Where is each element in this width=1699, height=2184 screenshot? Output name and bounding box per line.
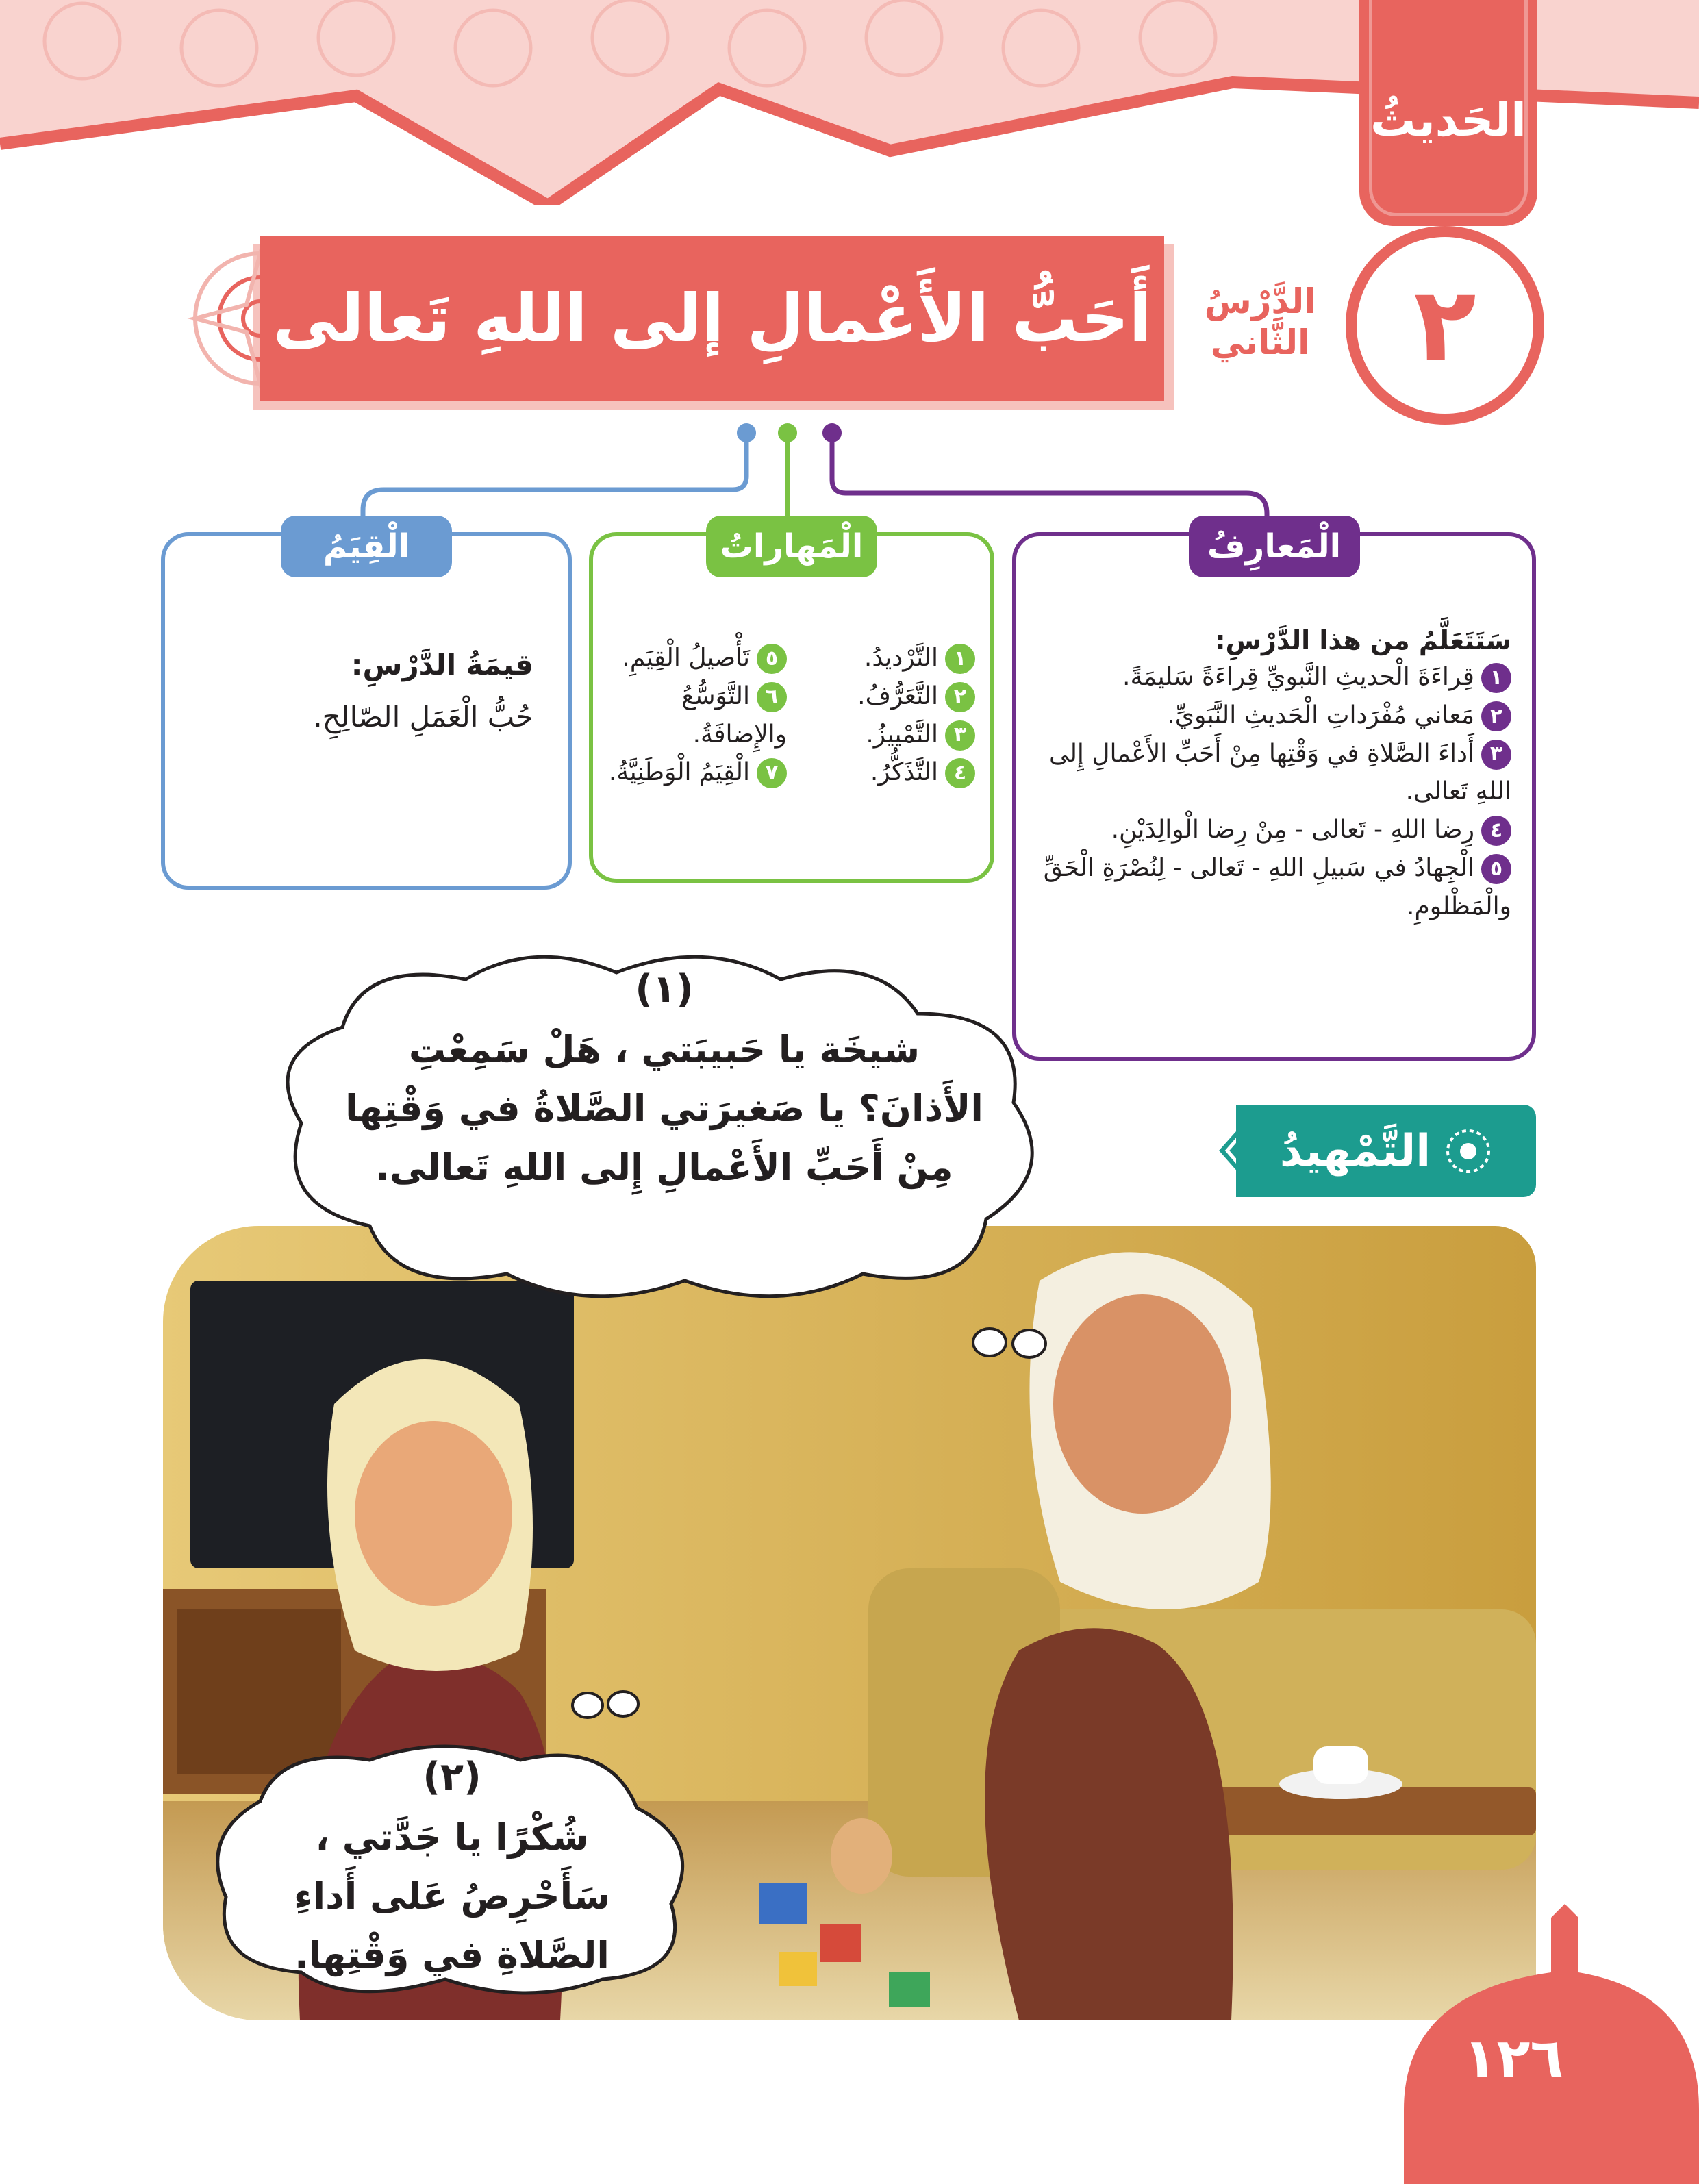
values-text: حُبُّ الْعَمَلِ الصّالِحِ. <box>313 699 533 733</box>
bubble-2-number: (٢) <box>423 1755 481 1799</box>
item-number-badge: ٣ <box>945 720 975 751</box>
bubble-2-text: شُكْرًا يا جَدَّتي ، سَأَحْرِصُ عَلى أَداءِ الصَّلاةِ في وَقْتِها. <box>293 1815 611 1977</box>
knowledge-list <box>1037 658 1511 926</box>
list-item <box>603 753 787 792</box>
list-item <box>801 677 975 716</box>
lesson-number-badge <box>1346 226 1544 425</box>
list-item <box>1037 811 1511 849</box>
intro-tab <box>1236 1105 1536 1197</box>
values-tab: الْقِيَمُ <box>281 516 452 577</box>
item-text: الْجِهادُ في سَبيلِ اللهِ - تَعالى - لِنُصْرَةِ الْحَقِّ والْمَظْلومِ. <box>1043 853 1511 920</box>
knowledge-box <box>1012 527 1536 1061</box>
lesson-title-bar <box>260 236 1164 401</box>
item-number-badge: ٥ <box>757 644 787 674</box>
item-number-badge: ١ <box>1481 663 1511 693</box>
list-item <box>1037 658 1511 696</box>
item-number-badge: ٤ <box>945 758 975 788</box>
thought-dots-1 <box>969 1322 1051 1363</box>
intro-label: التَّمْهيدُ <box>1279 1125 1431 1177</box>
item-text: التَّمْييزُ. <box>866 720 938 749</box>
values-heading: قيمَةُ الدَّرْسِ: <box>351 648 533 681</box>
skills-list-col2 <box>603 639 787 792</box>
lesson-label <box>1157 240 1363 404</box>
item-text: رِضا اللهِ - تَعالى - مِنْ رِضا الْوالِدَيْنِ. <box>1111 816 1474 844</box>
values-box <box>161 527 572 890</box>
item-text: قِراءَةَ الْحديثِ النَّبويِّ قِراءَةً سَليمَةً. <box>1122 663 1474 691</box>
list-item <box>1037 696 1511 735</box>
item-text: مَعاني مُفْرَداتِ الْحَديثِ النَّبَويِّ. <box>1167 701 1474 729</box>
item-text: التَّرْديدُ. <box>864 644 938 672</box>
item-number-badge: ٧ <box>757 758 787 788</box>
flower-icon <box>1444 1127 1492 1175</box>
skills-tab: الْمَهاراتُ <box>706 516 877 577</box>
lesson-label-line1: الدَّرْسُ <box>1204 281 1316 321</box>
list-item <box>801 716 975 754</box>
list-item <box>603 677 787 754</box>
item-text: التَّوَسُّعُ والإِضافَةُ. <box>681 681 787 749</box>
item-text: تَأْصيلُ الْقِيَمِ. <box>622 644 750 672</box>
item-text: التَّذَكُّرُ. <box>870 758 938 787</box>
item-text: التَّعَرُّفُ. <box>857 681 938 710</box>
list-item <box>1037 735 1511 812</box>
page-number: ١٢٦ <box>1463 2026 1564 2090</box>
knowledge-tab: الْمَعارِفُ <box>1189 516 1360 577</box>
bubble-1-text: شيخَة يا حَبيبَتي ، هَلْ سَمِعْتِ الأَذانَ؟ يا صَغيرَتي الصَّلاةُ في وَقْتِها مِنْ أَحَبِّ الأَعْمالِ إِلى اللهِ تَعالى. <box>345 1027 983 1190</box>
list-item <box>1037 849 1511 926</box>
thought-dots-2 <box>568 1685 644 1726</box>
item-number-badge: ٥ <box>1481 854 1511 884</box>
item-text: أَداءَ الصَّلاةِ في وَقْتِها مِنْ أَحَبِّ الأَعْمالِ إِلى اللهِ تَعالى. <box>1048 739 1511 806</box>
lesson-number: ٢ <box>1413 266 1476 385</box>
lesson-title: أَحَبُّ الأَعْمالِ إلى اللهِ تَعالى <box>273 280 1152 357</box>
knowledge-intro: سَتَتَعَلَّمُ من هذا الدَّرْسِ: <box>1215 625 1511 655</box>
subject-tab <box>1359 0 1537 226</box>
subject-label: الحَديثُ <box>1370 93 1526 147</box>
item-number-badge: ٢ <box>1481 701 1511 731</box>
list-item <box>603 639 787 677</box>
lesson-label-line2: الثَّاني <box>1210 323 1310 362</box>
skills-box <box>589 527 994 883</box>
item-number-badge: ٢ <box>945 682 975 712</box>
item-number-badge: ٦ <box>757 682 787 712</box>
speech-bubble-2 <box>199 1746 705 2007</box>
item-number-badge: ١ <box>945 644 975 674</box>
bubble-1-number: (١) <box>635 967 694 1012</box>
item-text: الْقِيَمُ الْوَطَنِيَّةُ. <box>608 758 750 787</box>
item-number-badge: ٣ <box>1481 740 1511 770</box>
list-item <box>801 639 975 677</box>
skills-list-col1 <box>801 639 975 792</box>
item-number-badge: ٤ <box>1481 816 1511 846</box>
list-item <box>801 753 975 792</box>
speech-bubble-1 <box>260 959 1068 1301</box>
